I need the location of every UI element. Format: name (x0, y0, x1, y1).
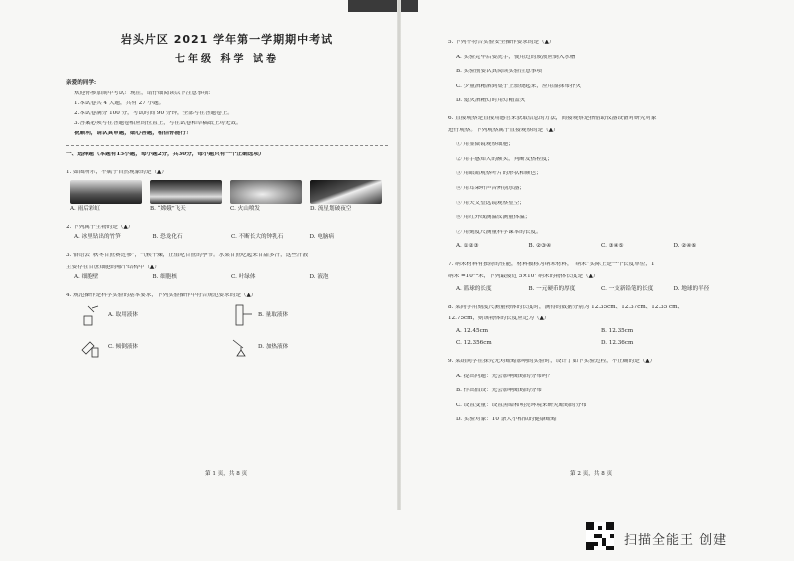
option-label: C. 倾倒液体 (108, 343, 139, 350)
section-heading: 一、选择题（本题有15小题，每小题2分，共30分，每小题只有一个正确选项） (66, 152, 265, 158)
option-b: B. 12.35cm (601, 327, 634, 334)
option-d (228, 336, 378, 358)
page-footer-left: 第 1 页，共 8 页 (205, 471, 248, 477)
notice-title: 亲爱的同学: (66, 80, 97, 86)
option-a: A. ①②③ (456, 243, 479, 250)
exam-title: 岩头片区 2021 学年第一学期期中考试 (120, 33, 334, 46)
option-d: D. 流星划破夜空 (310, 206, 352, 213)
question-stem: 4. 规范操作是科学实验的基本要求，下列实验操作中符合规范要求的是（▲） (66, 292, 257, 298)
question-stem: 9. 某组同学在探究光对蚯蚓影响的实验时，设计了如下实验过程，不正确的是（▲） (448, 359, 656, 365)
exam-subtitle: 七年级 科学 试卷 (175, 54, 279, 65)
notice-line: 2.本试卷满分 100 分，考试时间 90 分钟，全部写在答题卷上。 (74, 111, 233, 117)
page-footer-right: 第 2 页，共 8 页 (570, 471, 613, 477)
option-b: B. 一元硬币的厚度 (528, 286, 576, 293)
question-options (66, 235, 388, 241)
option-label: A. 取用液体 (108, 311, 138, 318)
option-c: C. 设置变量：设置黑暗和明亮环境来研究蚯蚓的分布 (456, 402, 587, 408)
heating-sketch-icon (228, 336, 254, 358)
cylinder-sketch-icon (228, 304, 254, 326)
question-images (66, 180, 388, 204)
question-6 (448, 116, 746, 250)
pouring-sketch-icon (78, 336, 104, 358)
volcano-photo (230, 180, 302, 204)
question-9 (448, 359, 746, 423)
question-2 (66, 225, 388, 241)
option-a: A. 提出问题：光会影响蚯蚓的分布吗？ (456, 373, 554, 379)
list-item: ⑥ 用红外线测温仪测量体温； (456, 215, 531, 221)
question-7 (448, 262, 746, 293)
page-fold (397, 0, 401, 510)
question-stem: 3. 俗语云“秋冬甘蔗赛过参”，气候干燥，正值吃甘蔗的季节。水果甘蔗吃起来甘甜多汁，这些汁液 (66, 253, 309, 259)
question-options (448, 287, 746, 293)
option-d: D. 实验对象：10 条大小相似的健康蚯蚓 (456, 417, 557, 423)
divider (66, 145, 388, 146)
list-item: ⑤ 用天文望远镜观察星空； (456, 200, 525, 206)
list-item: ⑦ 用刻度尺测量科学课本的长度。 (456, 229, 542, 235)
option-a (78, 304, 228, 326)
question-stem: 5. 下列不符合实验安全操作要求的是（▲） (448, 40, 555, 45)
option-c: C. 叶绿体 (231, 274, 256, 281)
option-c: C. 12.356cm (456, 340, 492, 347)
question-stem-cont: 进行观察。下列观察属于直接观察的是（▲） (448, 127, 559, 133)
option-d: D. 电脑病 (309, 234, 335, 241)
option-label: D. 加热液体 (258, 343, 289, 350)
list-item: ② 用手感知人的额头，判断发热程度； (456, 156, 553, 162)
list-item: ④ 用耳朵听声音辨别乐器； (456, 185, 525, 191)
question-3 (66, 253, 388, 281)
option-a: A. 雨后彩虹 (70, 206, 100, 213)
option-d: D. 液泡 (309, 274, 329, 281)
list-item: ① 用显微镜观察细胞； (456, 142, 514, 148)
question-options (66, 275, 388, 281)
option-b: B. 作出假设：光会影响蚯蚓的分布 (456, 388, 542, 394)
question-stem: 2. 下列属于生物的是（▲） (66, 224, 134, 230)
list-item: ③ 用眼睛观察叶片的形状和颜色； (456, 171, 542, 177)
option-a: A. 篮球的长度 (456, 286, 492, 293)
question-stem-cont: 12.75cm，则该物体的长度应记为（▲） (448, 316, 550, 322)
option-d: D. 熄灭酒精灯时用灯帽盖灭 (456, 98, 526, 104)
option-b: B. 实验前要认真阅读实验注意事项 (456, 69, 542, 75)
qr-code-icon (586, 522, 614, 550)
scan-clip-mark (348, 0, 418, 12)
question-options (66, 207, 388, 213)
question-stem-cont: 主要存在甘蔗细胞的哪个结构中（▲） (66, 264, 160, 270)
option-a: A. 实验完毕后要洗手，使用过的废液应倒入水槽 (456, 54, 576, 60)
question-stem: 8. 某同学用刻度尺测量物体的长度时，测得的数据分别为 12.35cm、12.37cm、12.35 cm、 (448, 304, 684, 310)
scanner-watermark: 扫描全能王 创建 (624, 533, 728, 548)
option-c (78, 336, 228, 358)
notice-line: 3.答案必须写在答题卷相应的位置上，写在试卷和草稿纸上均无效。 (74, 121, 242, 127)
option-b: B. 细胞核 (152, 274, 177, 281)
option-a: A. 冰里钻出的竹笋 (74, 234, 121, 241)
option-c: C. ③④⑤ (601, 243, 624, 250)
option-c: C. 一支新铅笔的长度 (601, 286, 654, 293)
question-options (448, 244, 746, 250)
notice-line: 1.本试卷共 4 大题，共有 27 小题。 (74, 101, 165, 107)
question-stem: 7. 纳米材料有独特的性能，材料被称为纳米材料，“纳米”实际上是一个长度单位，1 (448, 261, 655, 267)
question-options (448, 322, 746, 347)
question-5 (448, 40, 746, 104)
option-c: C. 火山喷发 (230, 206, 261, 213)
option-b: B. “嫦娥”飞天 (150, 206, 186, 213)
option-d: D. ②④⑥ (673, 243, 697, 250)
notice-block (66, 81, 388, 137)
rainbow-photo (70, 180, 142, 204)
question-4 (66, 293, 388, 359)
option-label: B. 量取液体 (258, 311, 289, 318)
notice-line: 祝顺利，请认真审题，细心答题，相信你能行！ (74, 131, 192, 137)
lab-operation-options (66, 304, 388, 358)
option-d: D. 12.36cm (601, 340, 634, 347)
dropper-sketch-icon (78, 304, 104, 326)
option-a: A. 12.45cm (456, 327, 489, 334)
right-page (448, 22, 746, 423)
option-a: A. 细胞壁 (74, 274, 99, 281)
rocket-launch-photo (150, 180, 222, 204)
question-stem: 6. 直接观察是直接用感官来获取信息的方法，间接观察是指借助仪器设备对研究对象 (448, 115, 657, 121)
question-stem: 1. 如图所示，不属于自然现象的是（▲） (66, 169, 167, 175)
option-c: C. 少量酒精洒到桌子上燃烧起来，应用湿抹布扑灭 (456, 83, 582, 89)
question-1 (66, 170, 388, 213)
left-page (66, 22, 388, 358)
option-b (228, 304, 378, 326)
option-c: C. 不断长大的钟乳石 (231, 234, 284, 241)
question-8 (448, 305, 746, 347)
option-d: D. 地球的半径 (673, 286, 710, 293)
notice-line: 欢迎你参加期中考试！现在，请仔细阅读以下注意事项: (74, 91, 211, 97)
option-b: B. ②③④ (528, 243, 552, 250)
option-b: B. 恐龙化石 (152, 234, 183, 241)
meteor-photo (310, 180, 382, 204)
question-stem-cont: 纳米 =10⁻⁹米，下列最接近 5×10⁷ 纳米的物体长度是（▲） (448, 273, 599, 279)
